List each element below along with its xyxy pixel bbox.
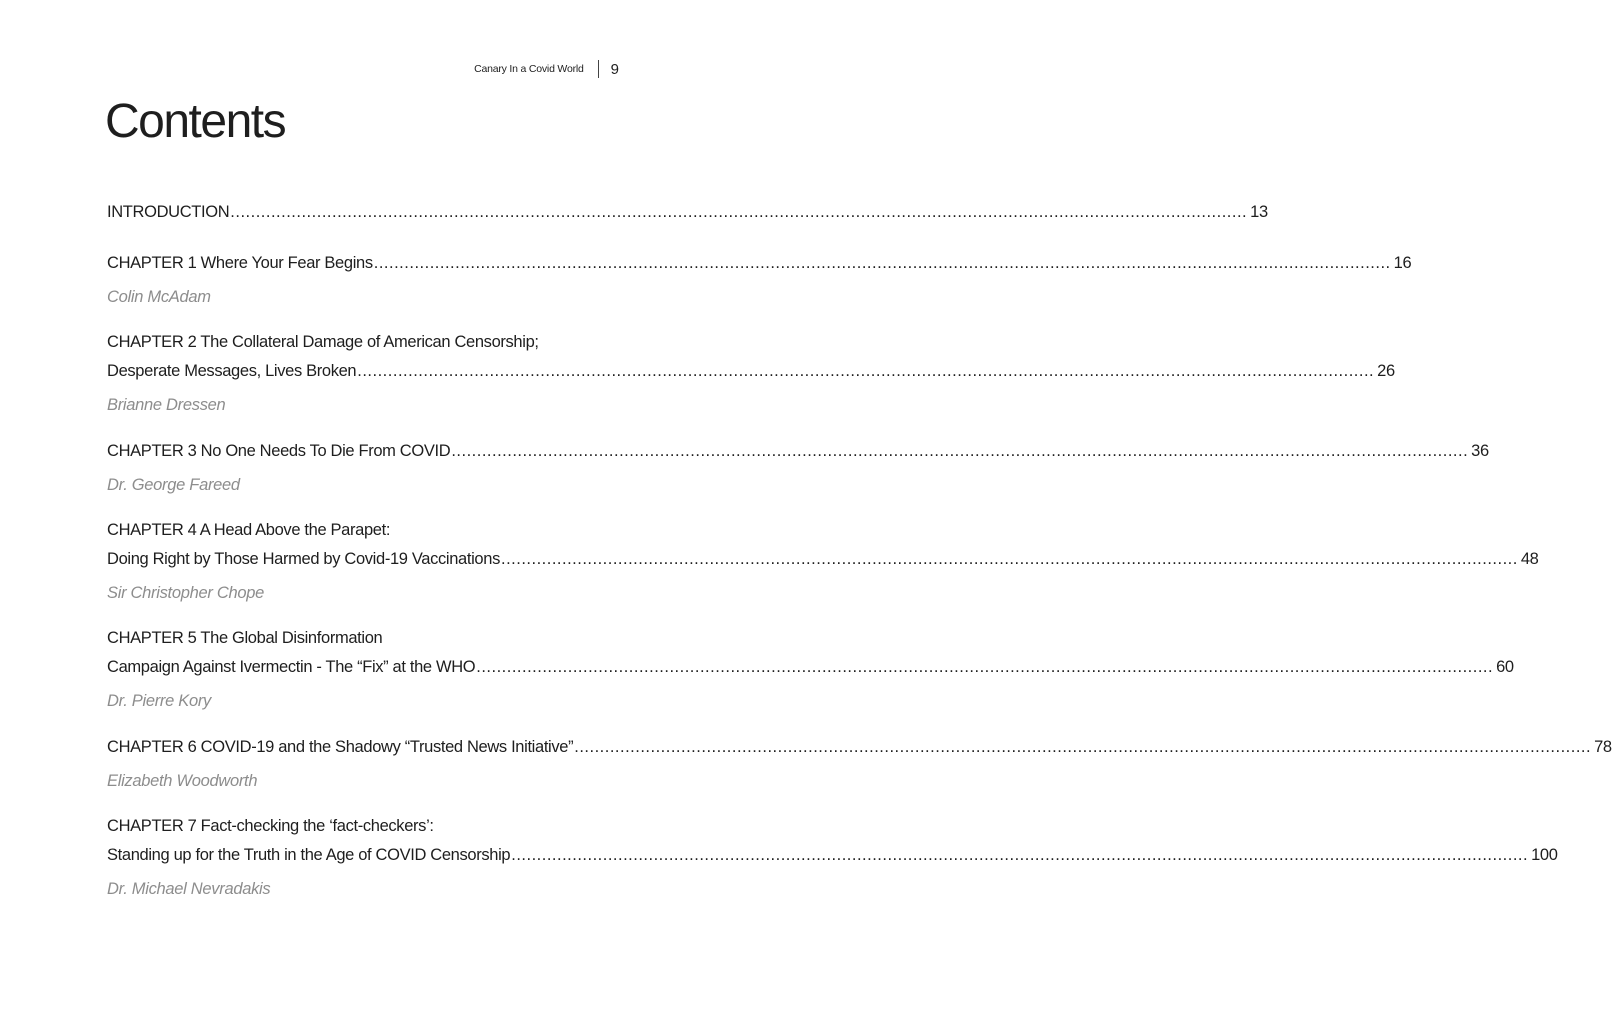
toc-line [107,362,1395,391]
toc-line [107,817,619,846]
dot-leader: ........................................................................................................................................................................................................ [451,442,1469,460]
toc-line [107,333,619,362]
entry-page: 26 [1377,362,1395,380]
entry-page: 78 [1594,738,1612,756]
toc-line [107,550,1539,579]
dot-leader: ........................................................................................................................................................................................................ [373,254,1391,272]
toc-entry-chapter-6[interactable] [107,738,1612,796]
dot-leader: ........................................................................................................................................................................................................ [476,658,1494,676]
toc-line [107,442,1489,471]
entry-title: CHAPTER 2 The Collateral Damage of American Censorship; [107,333,539,351]
book-title: Canary In a Covid World [474,63,584,75]
toc-line [107,658,1514,687]
entry-title-continued: Campaign Against Ivermectin - The “Fix” at the WHO [107,658,476,676]
entry-author: Colin McAdam [107,288,211,306]
entry-title-continued: Standing up for the Truth in the Age of COVID Censorship [107,846,511,864]
entry-author: Dr. Pierre Kory [107,692,211,710]
toc-entry-chapter-4[interactable] [107,521,1539,608]
entry-page: 60 [1496,658,1514,676]
entry-title: CHAPTER 5 The Global Disinformation [107,629,383,647]
entry-author: Elizabeth Woodworth [107,772,258,790]
dot-leader: ........................................................................................................................................................................................................ [511,846,1529,864]
toc-entry-chapter-1[interactable] [107,254,1412,312]
entry-title-continued: Doing Right by Those Harmed by Covid-19 Vaccinations [107,550,500,568]
toc-line [107,203,1268,232]
entry-page: 16 [1393,254,1412,272]
toc-entry-chapter-5[interactable] [107,629,1514,716]
entry-author: Dr. George Fareed [107,476,240,494]
entry-author: Dr. Michael Nevradakis [107,880,271,898]
toc-entry-chapter-2[interactable] [107,333,1395,420]
toc-entry-chapter-7[interactable] [107,817,1558,904]
entry-title-continued: Desperate Messages, Lives Broken [107,362,357,380]
entry-title: CHAPTER 4 A Head Above the Parapet: [107,521,391,539]
entry-author: Brianne Dressen [107,396,226,414]
toc-line [107,521,619,550]
toc-line [107,846,1558,875]
toc-entry-introduction[interactable] [107,203,1268,232]
dot-leader: ........................................................................................................................................................................................................ [574,738,1592,756]
header-divider [598,60,599,78]
toc-line [107,254,1412,283]
toc-line [107,629,619,658]
entry-page: 13 [1250,203,1268,221]
toc-entry-chapter-3[interactable] [107,442,1489,500]
entry-page: 36 [1471,442,1489,460]
entry-page: 100 [1531,846,1558,864]
running-head [474,60,619,78]
dot-leader: ........................................................................................................................................................................................................ [357,362,1375,380]
page-number: 9 [610,60,619,78]
entry-title: CHAPTER 1 Where Your Fear Begins [107,254,373,272]
page-title: Contents [105,95,286,148]
entry-title: CHAPTER 6 COVID-19 and the Shadowy “Trusted News Initiative” [107,738,574,756]
dot-leader: ........................................................................................................................................................................................................ [500,550,1518,568]
dot-leader: ........................................................................................................................................................................................................ [230,203,1248,221]
entry-author: Sir Christopher Chope [107,584,264,602]
entry-title: INTRODUCTION [107,203,230,221]
entry-title: CHAPTER 3 No One Needs To Die From COVID [107,442,451,460]
toc-line [107,738,1612,767]
entry-page: 48 [1520,550,1539,568]
entry-title: CHAPTER 7 Fact-checking the ‘fact-checkers’: [107,817,434,835]
